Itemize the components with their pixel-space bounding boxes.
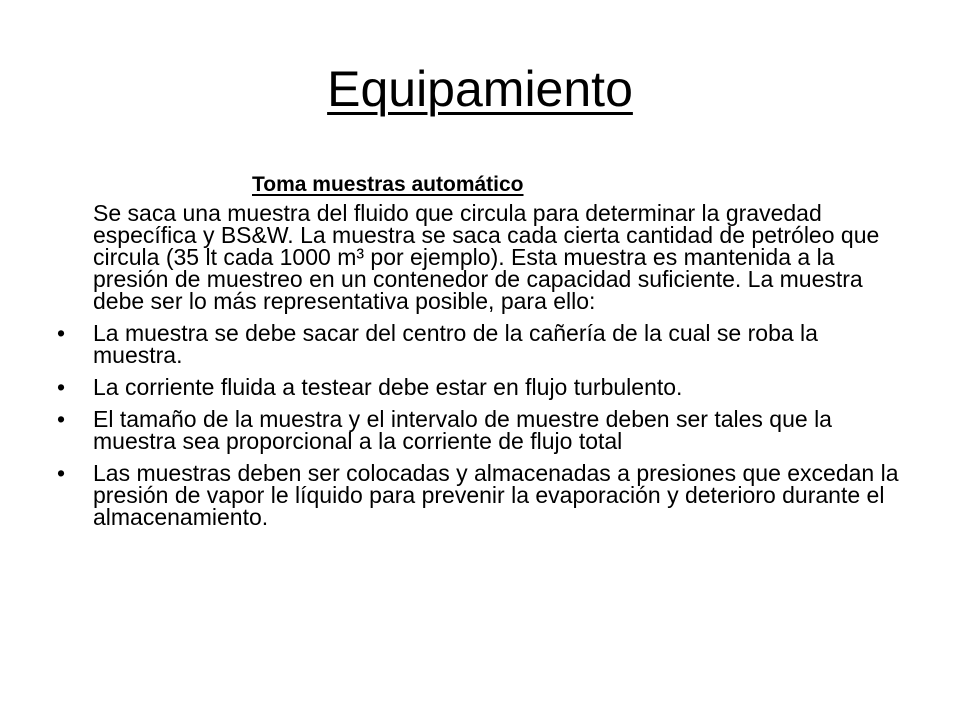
- bullet-text: La corriente fluida a testear debe estar en flujo turbulento.: [93, 374, 683, 400]
- slide-body: [57, 202, 907, 538]
- bullet-point-icon: •: [57, 460, 66, 486]
- bullet-point-icon: •: [57, 374, 66, 400]
- bullet-text: Las muestras deben ser colocadas y almacenadas a presiones que excedan la presión de vapor le líquido para prevenir la evaporación y deterioro durante el almacenamiento.: [93, 460, 899, 530]
- bullet-item: [57, 462, 907, 528]
- bullet-point-icon: •: [57, 406, 66, 432]
- bullet-text: El tamaño de la muestra y el intervalo de muestre deben ser tales que la muestra sea proporcional a la corriente de flujo total: [93, 406, 832, 454]
- bullet-list: [57, 322, 907, 528]
- bullet-text: La muestra se debe sacar del centro de la cañería de la cual se roba la muestra.: [93, 320, 818, 368]
- bullet-item: [57, 376, 907, 398]
- bullet-point-icon: •: [57, 320, 66, 346]
- slide-subtitle: Toma muestras automático: [252, 173, 524, 196]
- bullet-item: [57, 322, 907, 366]
- bullet-item: [57, 408, 907, 452]
- slide-title: Equipamiento: [327, 61, 633, 117]
- intro-paragraph: Se saca una muestra del fluido que circula para determinar la gravedad específica y BS&W. La muestra se saca cada cierta cantidad de petróleo que circula (35 lt cada 1000 m³ por ejemplo). Esta muestra es mantenida a la presión de muestreo en un contenedor de capacidad suficiente. La muestra debe ser lo más representativa posible, para ello:: [93, 200, 880, 314]
